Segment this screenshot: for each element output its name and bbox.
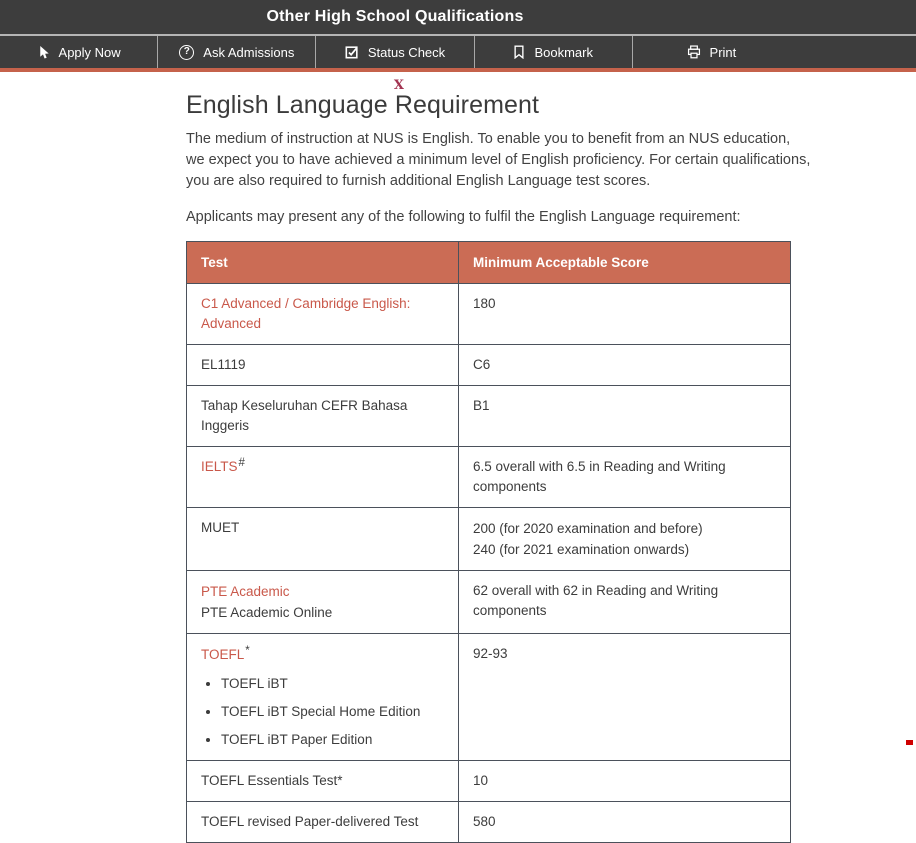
test-cell: TOEFL revised Paper-delivered Test — [187, 802, 459, 843]
test-cell: MUET — [187, 508, 459, 571]
list-item: • TOEFL iBT — [221, 673, 444, 694]
page-corner-artifact — [906, 740, 913, 745]
page-title: Other High School Qualifications — [266, 8, 524, 25]
column-header-test: Test — [187, 242, 459, 284]
ielts-link[interactable]: IELTS — [201, 459, 238, 474]
page-heading-anchor-text: Requirement — [394, 91, 540, 119]
score-line: 200 (for 2020 examination and before) — [473, 521, 703, 536]
table-row — [187, 345, 791, 386]
c1-advanced-link[interactable]: C1 Advanced / Cambridge English: Advanced — [201, 296, 411, 331]
printer-icon — [687, 45, 701, 59]
test-cell: EL1119 — [187, 345, 459, 386]
table-row — [187, 571, 791, 634]
score-cell: 62 overall with 62 in Reading and Writing components — [459, 571, 791, 634]
cursor-icon — [37, 45, 50, 60]
pte-academic-link[interactable]: PTE Academic — [201, 584, 290, 599]
test-cell — [187, 634, 459, 761]
toefl-link[interactable]: TOEFL — [201, 647, 245, 662]
table-row — [187, 386, 791, 447]
intro-paragraph: The medium of instruction at NUS is English. To enable you to benefit from an NUS education, we expect you to have achieved a minimum level of English proficiency. For certain qualifications, you are also required to furnish additional English Language test scores. — [186, 131, 811, 189]
score-cell: 6.5 overall with 6.5 in Reading and Writing components — [459, 447, 791, 508]
table-row — [187, 761, 791, 802]
table-row — [187, 634, 791, 761]
print-label: Print — [709, 44, 737, 60]
ask-admissions-button[interactable] — [157, 36, 315, 68]
ielts-footnote-mark: # — [238, 457, 245, 469]
page-title-bar — [0, 0, 916, 34]
score-cell: 580 — [459, 802, 791, 843]
score-cell: 92-93 — [459, 634, 791, 761]
english-requirement-table — [186, 241, 791, 843]
status-check-button[interactable] — [315, 36, 473, 68]
list-item: • TOEFL iBT Paper Edition — [221, 729, 444, 750]
apply-now-button[interactable] — [0, 36, 157, 68]
toefl-variants-list — [201, 673, 444, 750]
bookmark-icon — [513, 45, 525, 59]
score-line: 240 (for 2021 examination onwards) — [473, 542, 690, 557]
score-cell: C6 — [459, 345, 791, 386]
table-row — [187, 802, 791, 843]
table-header-row — [187, 242, 791, 284]
test-cell — [187, 447, 459, 508]
ask-admissions-label: Ask Admissions — [203, 44, 295, 60]
test-cell: TOEFL Essentials Test* — [187, 761, 459, 802]
page-heading-anchor-word — [393, 78, 540, 120]
toefl-footnote-mark: * — [245, 645, 250, 657]
test-cell — [187, 284, 459, 345]
pte-academic-online-label: PTE Academic Online — [201, 605, 333, 620]
broken-anchor-mark: X — [393, 78, 405, 93]
page-heading-text: English Language — [186, 91, 395, 119]
bookmark-button[interactable] — [474, 36, 632, 68]
question-circle-icon: ? — [179, 45, 194, 60]
action-toolbar — [0, 36, 916, 68]
score-cell: 180 — [459, 284, 791, 345]
print-button[interactable] — [632, 36, 790, 68]
table-row — [187, 508, 791, 571]
checkbox-checked-icon — [345, 45, 359, 59]
table-row — [187, 284, 791, 345]
score-cell — [459, 508, 791, 571]
status-check-label: Status Check — [367, 44, 446, 60]
intro-paragraph-2: Applicants may present any of the following to fulfil the English Language requirement: — [186, 209, 741, 225]
main-content — [0, 72, 916, 843]
column-header-score: Minimum Acceptable Score — [459, 242, 791, 284]
score-cell: 10 — [459, 761, 791, 802]
table-row — [187, 447, 791, 508]
score-cell: B1 — [459, 386, 791, 447]
test-cell — [187, 571, 459, 634]
page-heading — [186, 78, 916, 120]
apply-now-label: Apply Now — [58, 44, 121, 60]
bookmark-label: Bookmark — [534, 44, 593, 60]
list-item: • TOEFL iBT Special Home Edition — [221, 701, 444, 722]
test-cell: Tahap Keseluruhan CEFR Bahasa Inggeris — [187, 386, 459, 447]
